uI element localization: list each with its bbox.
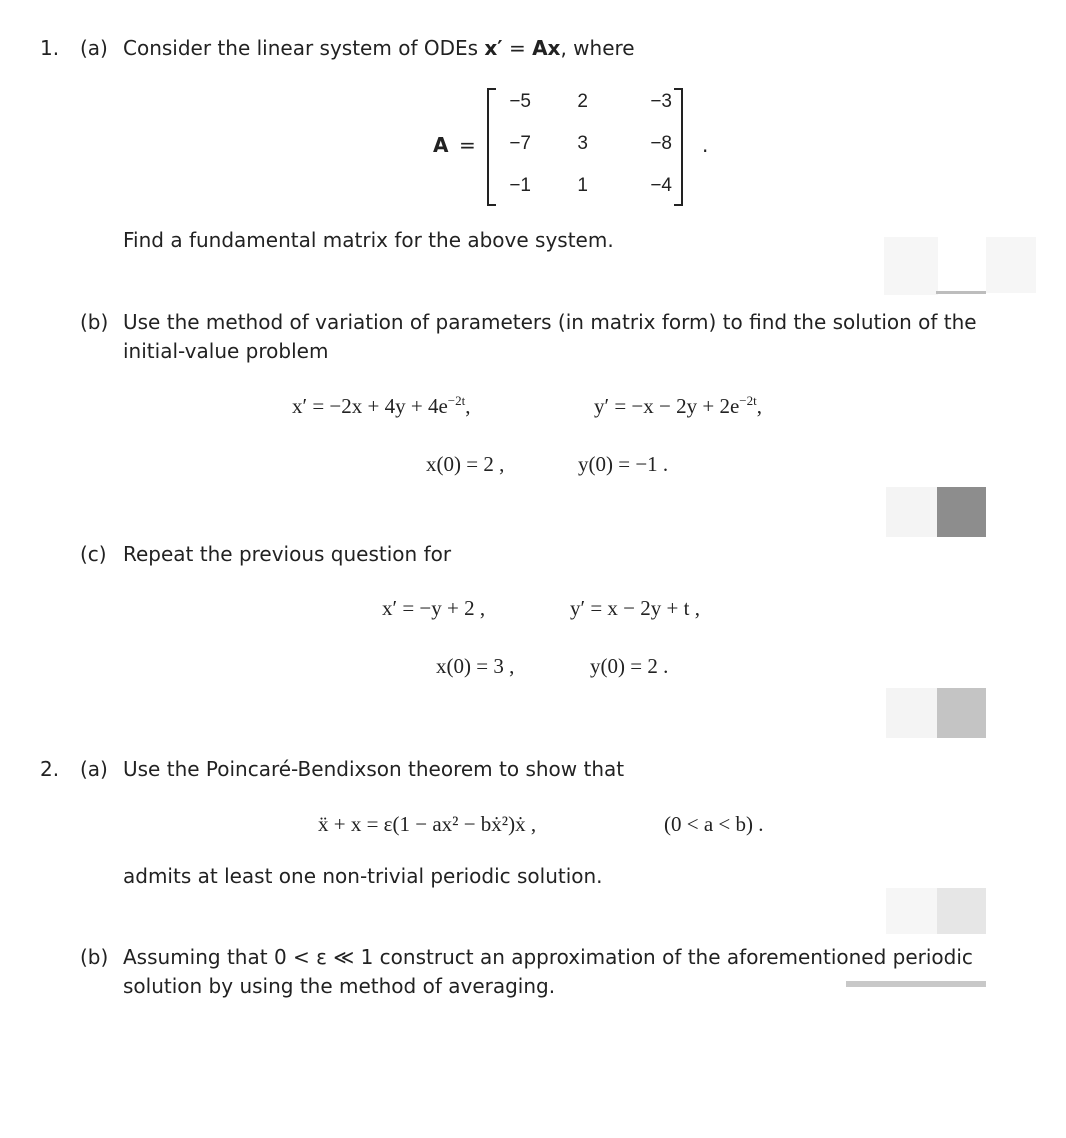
q1b-text-line2: initial-value problem	[123, 339, 329, 363]
q1a-intro: Consider the linear system of ODEs x′ = Ax, where	[123, 36, 635, 60]
q1c-label: (c)	[80, 542, 107, 566]
q1c-initial-y: y(0) = 2 .	[590, 654, 669, 678]
matrix-cell: 3	[577, 133, 588, 154]
matrix-right-bracket	[674, 88, 683, 206]
artifact-block	[884, 237, 938, 295]
matrix-period: .	[702, 133, 709, 157]
q1c-equation-y: y′ = x − 2y + t ,	[570, 596, 700, 620]
question-2-number: 2.	[40, 757, 60, 781]
q1c-text: Repeat the previous question for	[123, 542, 452, 566]
artifact-bar	[936, 291, 986, 294]
artifact-bar	[846, 981, 986, 987]
matrix-cell: −4	[650, 175, 672, 196]
matrix-cell: 1	[577, 175, 588, 196]
q2a-condition: (0 < a < b) .	[664, 812, 764, 836]
artifact-block	[937, 888, 986, 934]
q1b-initial-y: y(0) = −1 .	[578, 452, 669, 476]
q1b-text-line1: Use the method of variation of parameters (in matrix form) to find the solution of the	[123, 310, 977, 334]
q2a-label: (a)	[80, 757, 108, 781]
matrix-cell: −3	[650, 91, 672, 112]
artifact-block	[886, 487, 938, 537]
matrix-cell: −8	[650, 133, 672, 154]
matrix-cell: −5	[509, 91, 531, 112]
matrix-cell: 2	[577, 91, 588, 112]
artifact-block	[937, 688, 986, 738]
artifact-block	[886, 888, 938, 934]
q2a-text: Use the Poincaré-Bendixson theorem to show that	[123, 757, 625, 781]
q1a-task: Find a fundamental matrix for the above system.	[123, 228, 614, 252]
artifact-block	[937, 487, 986, 537]
artifact-block	[886, 688, 938, 738]
matrix-a	[487, 88, 683, 206]
q2b-text-line2: solution by using the method of averaging.	[123, 974, 556, 998]
matrix-cell: −7	[509, 133, 531, 154]
matrix-cell: −1	[509, 175, 531, 196]
q1b-label: (b)	[80, 310, 109, 334]
q1b-equation-y: $y' = -x - 2y + 2e^{-2t}$,	[594, 393, 762, 418]
q1b-initial-x: x(0) = 2 ,	[426, 452, 505, 476]
q2a-equation: ẍ + x = ε(1 − ax² − bẋ²)ẋ ,	[318, 812, 537, 836]
q1a-label: (a)	[80, 36, 108, 60]
matrix-label: A	[433, 133, 449, 157]
q2b-text-line1: Assuming that 0 < ε ≪ 1 construct an approximation of the aforementioned periodic	[123, 945, 973, 969]
q2a-conclusion: admits at least one non-trivial periodic solution.	[123, 864, 603, 888]
q2b-label: (b)	[80, 945, 109, 969]
question-1-number: 1.	[40, 36, 60, 60]
q1c-equation-x: x′ = −y + 2 ,	[382, 596, 486, 620]
q1b-equation-x: $x' = -2x + 4y + 4e^{-2t}$,	[292, 393, 471, 418]
matrix-equals: =	[459, 133, 476, 157]
artifact-block	[986, 237, 1036, 293]
q1c-initial-x: x(0) = 3 ,	[436, 654, 515, 678]
